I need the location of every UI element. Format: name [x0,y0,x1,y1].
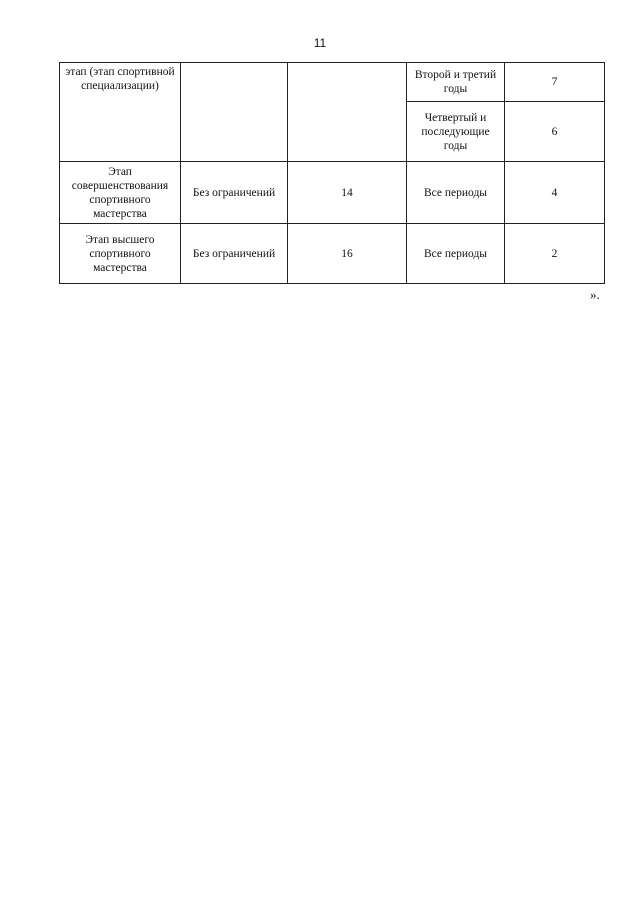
stage-cell [60,224,181,284]
limit-cell [181,162,288,224]
limit-value: Без ограничений [192,186,276,199]
value: 6 [551,125,558,138]
closing-quote: ». [590,287,600,302]
age-value: 14 [341,186,353,199]
table-row [60,63,605,102]
value-cell [505,102,605,162]
period-name: Все периоды [423,186,488,199]
stage-cell [60,63,181,162]
period-cell [407,102,505,162]
age-cell [288,63,407,162]
period-name: Четвертый и последующие годы [421,111,490,152]
value-cell [505,162,605,224]
period-cell [407,63,505,102]
limit-value: Без ограничений [192,247,276,260]
period-cell [407,162,505,224]
page-number: 11 [313,36,327,50]
table-row [60,224,605,284]
age-cell [288,162,407,224]
sports-stages-table [59,62,605,284]
table-row [60,162,605,224]
limit-cell [181,224,288,284]
age-cell [288,224,407,284]
value-cell [505,63,605,102]
age-value: 16 [341,247,353,260]
period-cell [407,224,505,284]
period-name: Второй и третий годы [414,69,497,95]
stage-name: Этап высшего спортивного мастерства [85,233,155,274]
value: 2 [551,247,558,260]
limit-cell [181,63,288,162]
period-name: Все периоды [423,247,488,260]
value: 7 [551,76,558,88]
value-cell [505,224,605,284]
value: 4 [551,186,558,199]
stage-name: этап (этап спортивной специализации) [65,66,175,92]
stage-cell [60,162,181,224]
stage-name: Этап совершенствования спортивного мастерства [71,165,169,220]
